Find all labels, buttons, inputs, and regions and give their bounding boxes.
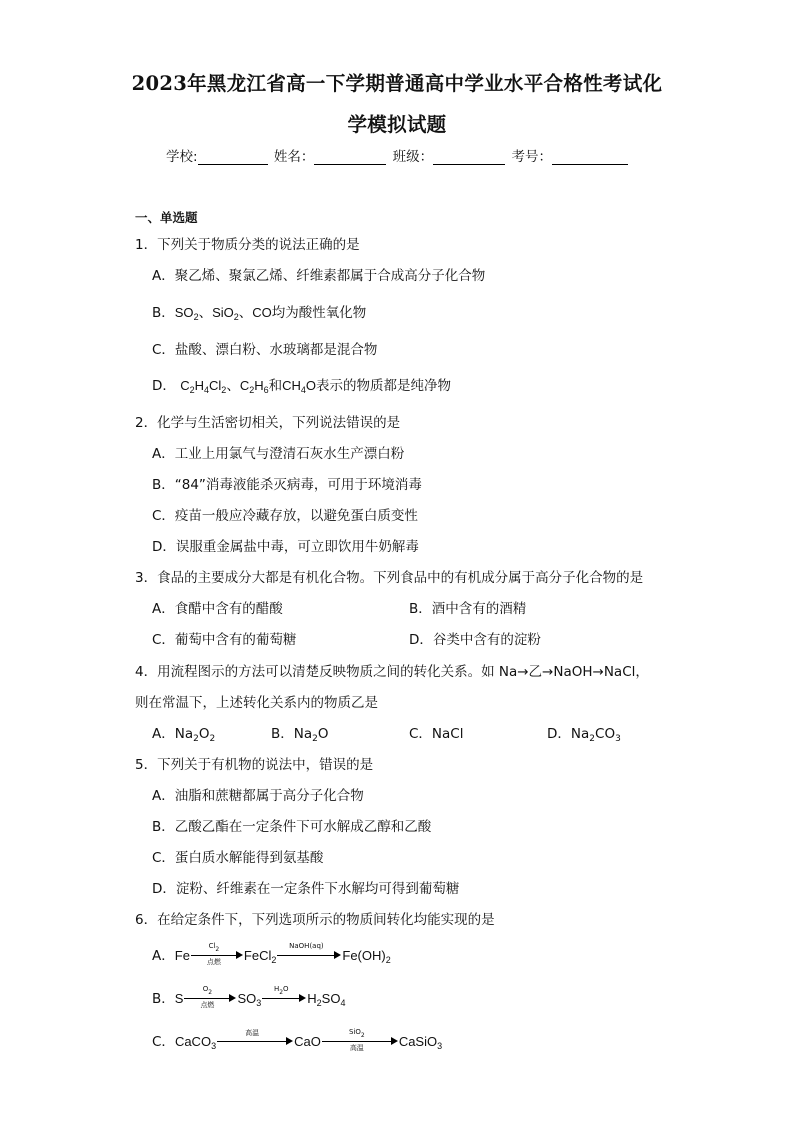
q4-option-d[interactable]: D．$Na_2CO_3$ (547, 726, 621, 744)
name-blank[interactable] (314, 150, 386, 165)
q2-option-b[interactable]: B．“84”消毒液能杀灭病毒，可用于环境消毒 (152, 477, 422, 493)
q4-option-c[interactable]: C．NaCl (409, 726, 464, 742)
q5-option-c[interactable]: C．蛋白质水解能得到氨基酸 (152, 850, 324, 866)
page-title-line2: 学模拟试题 (347, 113, 447, 136)
q2-option-d[interactable]: D．误服重金属盐中毒，可立即饮用牛奶解毒 (152, 539, 419, 555)
q1-option-d[interactable]: D． $C_2H_4Cl_2$、$C_2H_6$和$CH_4O$表示的物质都是纯净物 (152, 378, 452, 395)
q4-stem-line2: 则在常温下，上述转化关系内的物质乙是 (135, 695, 378, 711)
q2-option-c[interactable]: C．疫苗一般应冷藏存放，以避免蛋白质变性 (152, 508, 418, 524)
q6-option-c[interactable]: C．CaCO$_3$ 高温 CaO SiO$_2$ 高温 CaSiO$_3$ (152, 1028, 443, 1052)
section-heading: 一、单选题 (135, 210, 198, 225)
school-blank[interactable] (198, 150, 268, 165)
q6-option-b[interactable]: B．S $O_2$ 点燃 $SO_3$ $H_2O$ $H_2SO_4$ (152, 985, 346, 1009)
q1-option-a[interactable]: A．聚乙烯、聚氯乙烯、纤维素都属于合成高分子化合物 (152, 268, 486, 284)
reaction-arrow: 高温 (217, 1035, 293, 1049)
q1-stem: 1．下列关于物质分类的说法正确的是 (135, 237, 360, 253)
class-label: 班级： (392, 149, 434, 165)
reaction-arrow: NaOH(aq) (277, 949, 341, 963)
q3-stem: 3．食品的主要成分大都是有机化合物。下列食品中的有机成分属于高分子化合物的是 (135, 570, 644, 586)
q5-option-a[interactable]: A．油脂和蔗糖都属于高分子化合物 (152, 788, 364, 804)
exam-no-blank[interactable] (552, 150, 628, 165)
q6-stem: 6．在给定条件下，下列选项所示的物质间转化均能实现的是 (135, 912, 495, 928)
reaction-arrow: $O_2$ 点燃 (184, 992, 236, 1006)
q1-option-b[interactable]: B．$SO_2$、SiO$_2$、CO均为酸性氧化物 (152, 305, 367, 322)
q2-option-a[interactable]: A．工业上用氯气与澄清石灰水生产漂白粉 (152, 446, 405, 462)
exam-no-label: 考号： (511, 149, 552, 165)
q3-option-d[interactable]: D．谷类中含有的淀粉 (409, 632, 541, 648)
q5-option-d[interactable]: D．淀粉、纤维素在一定条件下水解均可得到葡萄糖 (152, 881, 460, 897)
q5-option-b[interactable]: B．乙酸乙酯在一定条件下可水解成乙醇和乙酸 (152, 819, 432, 835)
q5-stem: 5．下列关于有机物的说法中，错误的是 (135, 757, 374, 773)
school-label: 学校: (166, 149, 198, 165)
student-info-row (166, 145, 630, 165)
q3-option-c[interactable]: C．葡萄中含有的葡萄糖 (152, 632, 297, 648)
reaction-arrow: SiO$_2$ 高温 (322, 1035, 398, 1049)
q6-option-a[interactable]: A．Fe $Cl_2$ 点燃 FeCl$_2$ NaOH(aq) $Fe(OH)_2$ (152, 942, 391, 966)
q4-option-a[interactable]: A．$Na_2O_2$ (152, 726, 216, 744)
reaction-arrow: $Cl_2$ 点燃 (191, 949, 243, 963)
q4-option-b[interactable]: B．$Na_2O$ (271, 726, 329, 744)
q1-option-c[interactable]: C．盐酸、漂白粉、水玻璃都是混合物 (152, 342, 378, 358)
name-label: 姓名： (273, 149, 315, 165)
page-title-line1: 2023年黑龙江省高一下学期普通高中学业水平合格性考试化 (131, 72, 663, 95)
q2-stem: 2．化学与生活密切相关，下列说法错误的是 (135, 415, 401, 431)
reaction-arrow: $H_2O$ (262, 992, 306, 1006)
q3-option-a[interactable]: A．食醋中含有的醋酸 (152, 601, 283, 617)
class-blank[interactable] (433, 150, 505, 165)
q4-stem: 4．用流程图示的方法可以清楚反映物质之间的转化关系。如 Na→乙→NaOH→NaCl， (135, 664, 649, 680)
q3-option-b[interactable]: B．酒中含有的酒精 (409, 601, 527, 617)
